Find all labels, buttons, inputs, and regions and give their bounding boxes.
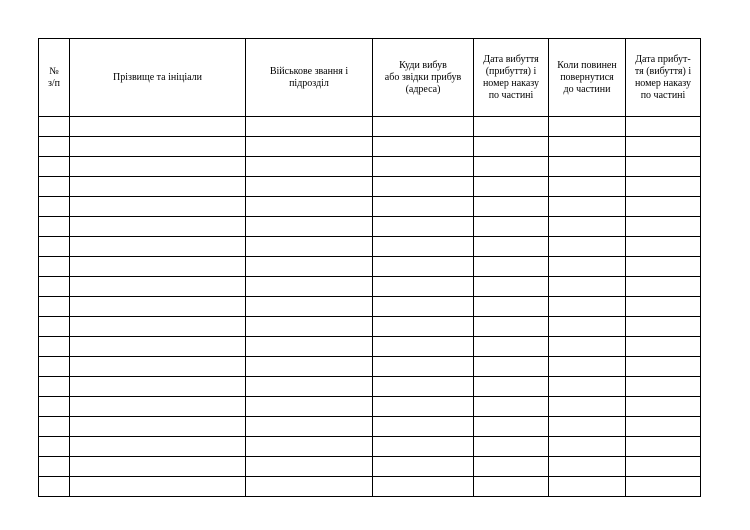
header-departure-date-order: Дата вибуття (прибуття) і номер наказу по частині bbox=[474, 39, 549, 117]
return-due-cell bbox=[549, 117, 626, 137]
rank-unit-cell bbox=[246, 157, 373, 177]
departure-cell bbox=[474, 337, 549, 357]
rank-unit-cell bbox=[246, 257, 373, 277]
name-cell bbox=[70, 237, 246, 257]
number-cell bbox=[39, 197, 70, 217]
departure-cell bbox=[474, 117, 549, 137]
destination-cell bbox=[373, 337, 474, 357]
destination-cell bbox=[373, 157, 474, 177]
number-cell bbox=[39, 477, 70, 497]
arrival-cell bbox=[626, 317, 701, 337]
rank-unit-cell bbox=[246, 237, 373, 257]
header-arrival-date-order: Дата прибут- тя (вибуття) і номер наказу по частині bbox=[626, 39, 701, 117]
arrival-cell bbox=[626, 137, 701, 157]
arrival-cell bbox=[626, 477, 701, 497]
return-due-cell bbox=[549, 217, 626, 237]
number-cell bbox=[39, 397, 70, 417]
number-cell bbox=[39, 377, 70, 397]
arrival-cell bbox=[626, 277, 701, 297]
rank-unit-cell bbox=[246, 177, 373, 197]
destination-cell bbox=[373, 317, 474, 337]
destination-cell bbox=[373, 137, 474, 157]
rank-unit-cell bbox=[246, 217, 373, 237]
return-due-cell bbox=[549, 317, 626, 337]
departure-cell bbox=[474, 197, 549, 217]
departure-cell bbox=[474, 297, 549, 317]
arrival-cell bbox=[626, 197, 701, 217]
destination-cell bbox=[373, 277, 474, 297]
number-cell bbox=[39, 297, 70, 317]
rank-unit-cell bbox=[246, 317, 373, 337]
number-cell bbox=[39, 337, 70, 357]
number-cell bbox=[39, 157, 70, 177]
departure-cell bbox=[474, 457, 549, 477]
number-cell bbox=[39, 237, 70, 257]
departure-cell bbox=[474, 277, 549, 297]
header-return-due: Коли повинен повернутися до частини bbox=[549, 39, 626, 117]
name-cell bbox=[70, 277, 246, 297]
return-due-cell bbox=[549, 297, 626, 317]
header-destination: Куди вибув або звідки прибув (адреса) bbox=[373, 39, 474, 117]
table-row bbox=[39, 337, 701, 357]
table-row bbox=[39, 197, 701, 217]
table-row bbox=[39, 177, 701, 197]
departure-cell bbox=[474, 257, 549, 277]
name-cell bbox=[70, 417, 246, 437]
return-due-cell bbox=[549, 457, 626, 477]
destination-cell bbox=[373, 297, 474, 317]
table-row bbox=[39, 357, 701, 377]
departure-cell bbox=[474, 477, 549, 497]
departure-cell bbox=[474, 157, 549, 177]
name-cell bbox=[70, 397, 246, 417]
name-cell bbox=[70, 477, 246, 497]
departure-cell bbox=[474, 377, 549, 397]
return-due-cell bbox=[549, 397, 626, 417]
number-cell bbox=[39, 117, 70, 137]
rank-unit-cell bbox=[246, 137, 373, 157]
number-cell bbox=[39, 137, 70, 157]
departure-cell bbox=[474, 357, 549, 377]
destination-cell bbox=[373, 177, 474, 197]
return-due-cell bbox=[549, 437, 626, 457]
arrival-cell bbox=[626, 377, 701, 397]
rank-unit-cell bbox=[246, 197, 373, 217]
name-cell bbox=[70, 457, 246, 477]
table-row bbox=[39, 437, 701, 457]
table-row bbox=[39, 217, 701, 237]
number-cell bbox=[39, 317, 70, 337]
number-cell bbox=[39, 177, 70, 197]
header-name: Прізвище та ініціали bbox=[70, 39, 246, 117]
arrival-cell bbox=[626, 437, 701, 457]
return-due-cell bbox=[549, 377, 626, 397]
register-body bbox=[39, 117, 701, 497]
table-row bbox=[39, 157, 701, 177]
header-number: № з/п bbox=[39, 39, 70, 117]
return-due-cell bbox=[549, 477, 626, 497]
rank-unit-cell bbox=[246, 297, 373, 317]
number-cell bbox=[39, 437, 70, 457]
table-row bbox=[39, 457, 701, 477]
return-due-cell bbox=[549, 357, 626, 377]
arrival-cell bbox=[626, 457, 701, 477]
number-cell bbox=[39, 357, 70, 377]
return-due-cell bbox=[549, 277, 626, 297]
table-row bbox=[39, 257, 701, 277]
number-cell bbox=[39, 417, 70, 437]
departure-cell bbox=[474, 237, 549, 257]
destination-cell bbox=[373, 197, 474, 217]
arrival-cell bbox=[626, 157, 701, 177]
return-due-cell bbox=[549, 137, 626, 157]
name-cell bbox=[70, 257, 246, 277]
rank-unit-cell bbox=[246, 417, 373, 437]
name-cell bbox=[70, 297, 246, 317]
table-row bbox=[39, 237, 701, 257]
rank-unit-cell bbox=[246, 117, 373, 137]
rank-unit-cell bbox=[246, 457, 373, 477]
name-cell bbox=[70, 217, 246, 237]
destination-cell bbox=[373, 217, 474, 237]
name-cell bbox=[70, 177, 246, 197]
name-cell bbox=[70, 337, 246, 357]
table-row bbox=[39, 417, 701, 437]
table-row bbox=[39, 297, 701, 317]
destination-cell bbox=[373, 357, 474, 377]
destination-cell bbox=[373, 237, 474, 257]
number-cell bbox=[39, 257, 70, 277]
table-row bbox=[39, 377, 701, 397]
departure-cell bbox=[474, 317, 549, 337]
arrival-cell bbox=[626, 297, 701, 317]
arrival-cell bbox=[626, 337, 701, 357]
rank-unit-cell bbox=[246, 397, 373, 417]
number-cell bbox=[39, 217, 70, 237]
table-row bbox=[39, 277, 701, 297]
header-row bbox=[39, 39, 701, 117]
destination-cell bbox=[373, 437, 474, 457]
return-due-cell bbox=[549, 337, 626, 357]
arrival-cell bbox=[626, 237, 701, 257]
name-cell bbox=[70, 117, 246, 137]
table-row bbox=[39, 137, 701, 157]
number-cell bbox=[39, 277, 70, 297]
name-cell bbox=[70, 437, 246, 457]
name-cell bbox=[70, 317, 246, 337]
register-sheet bbox=[38, 38, 700, 497]
register-table bbox=[38, 38, 701, 497]
name-cell bbox=[70, 197, 246, 217]
departure-cell bbox=[474, 417, 549, 437]
departure-cell bbox=[474, 397, 549, 417]
return-due-cell bbox=[549, 237, 626, 257]
rank-unit-cell bbox=[246, 357, 373, 377]
departure-cell bbox=[474, 177, 549, 197]
departure-cell bbox=[474, 437, 549, 457]
arrival-cell bbox=[626, 177, 701, 197]
table-row bbox=[39, 477, 701, 497]
destination-cell bbox=[373, 397, 474, 417]
name-cell bbox=[70, 377, 246, 397]
arrival-cell bbox=[626, 117, 701, 137]
destination-cell bbox=[373, 117, 474, 137]
destination-cell bbox=[373, 417, 474, 437]
name-cell bbox=[70, 137, 246, 157]
arrival-cell bbox=[626, 357, 701, 377]
number-cell bbox=[39, 457, 70, 477]
destination-cell bbox=[373, 477, 474, 497]
table-row bbox=[39, 317, 701, 337]
rank-unit-cell bbox=[246, 277, 373, 297]
return-due-cell bbox=[549, 417, 626, 437]
arrival-cell bbox=[626, 257, 701, 277]
header-rank-unit: Військове звання і підрозділ bbox=[246, 39, 373, 117]
return-due-cell bbox=[549, 177, 626, 197]
departure-cell bbox=[474, 217, 549, 237]
return-due-cell bbox=[549, 197, 626, 217]
name-cell bbox=[70, 357, 246, 377]
table-row bbox=[39, 117, 701, 137]
rank-unit-cell bbox=[246, 437, 373, 457]
rank-unit-cell bbox=[246, 377, 373, 397]
arrival-cell bbox=[626, 417, 701, 437]
table-row bbox=[39, 397, 701, 417]
rank-unit-cell bbox=[246, 337, 373, 357]
return-due-cell bbox=[549, 257, 626, 277]
destination-cell bbox=[373, 257, 474, 277]
rank-unit-cell bbox=[246, 477, 373, 497]
arrival-cell bbox=[626, 217, 701, 237]
name-cell bbox=[70, 157, 246, 177]
departure-cell bbox=[474, 137, 549, 157]
arrival-cell bbox=[626, 397, 701, 417]
destination-cell bbox=[373, 377, 474, 397]
destination-cell bbox=[373, 457, 474, 477]
return-due-cell bbox=[549, 157, 626, 177]
